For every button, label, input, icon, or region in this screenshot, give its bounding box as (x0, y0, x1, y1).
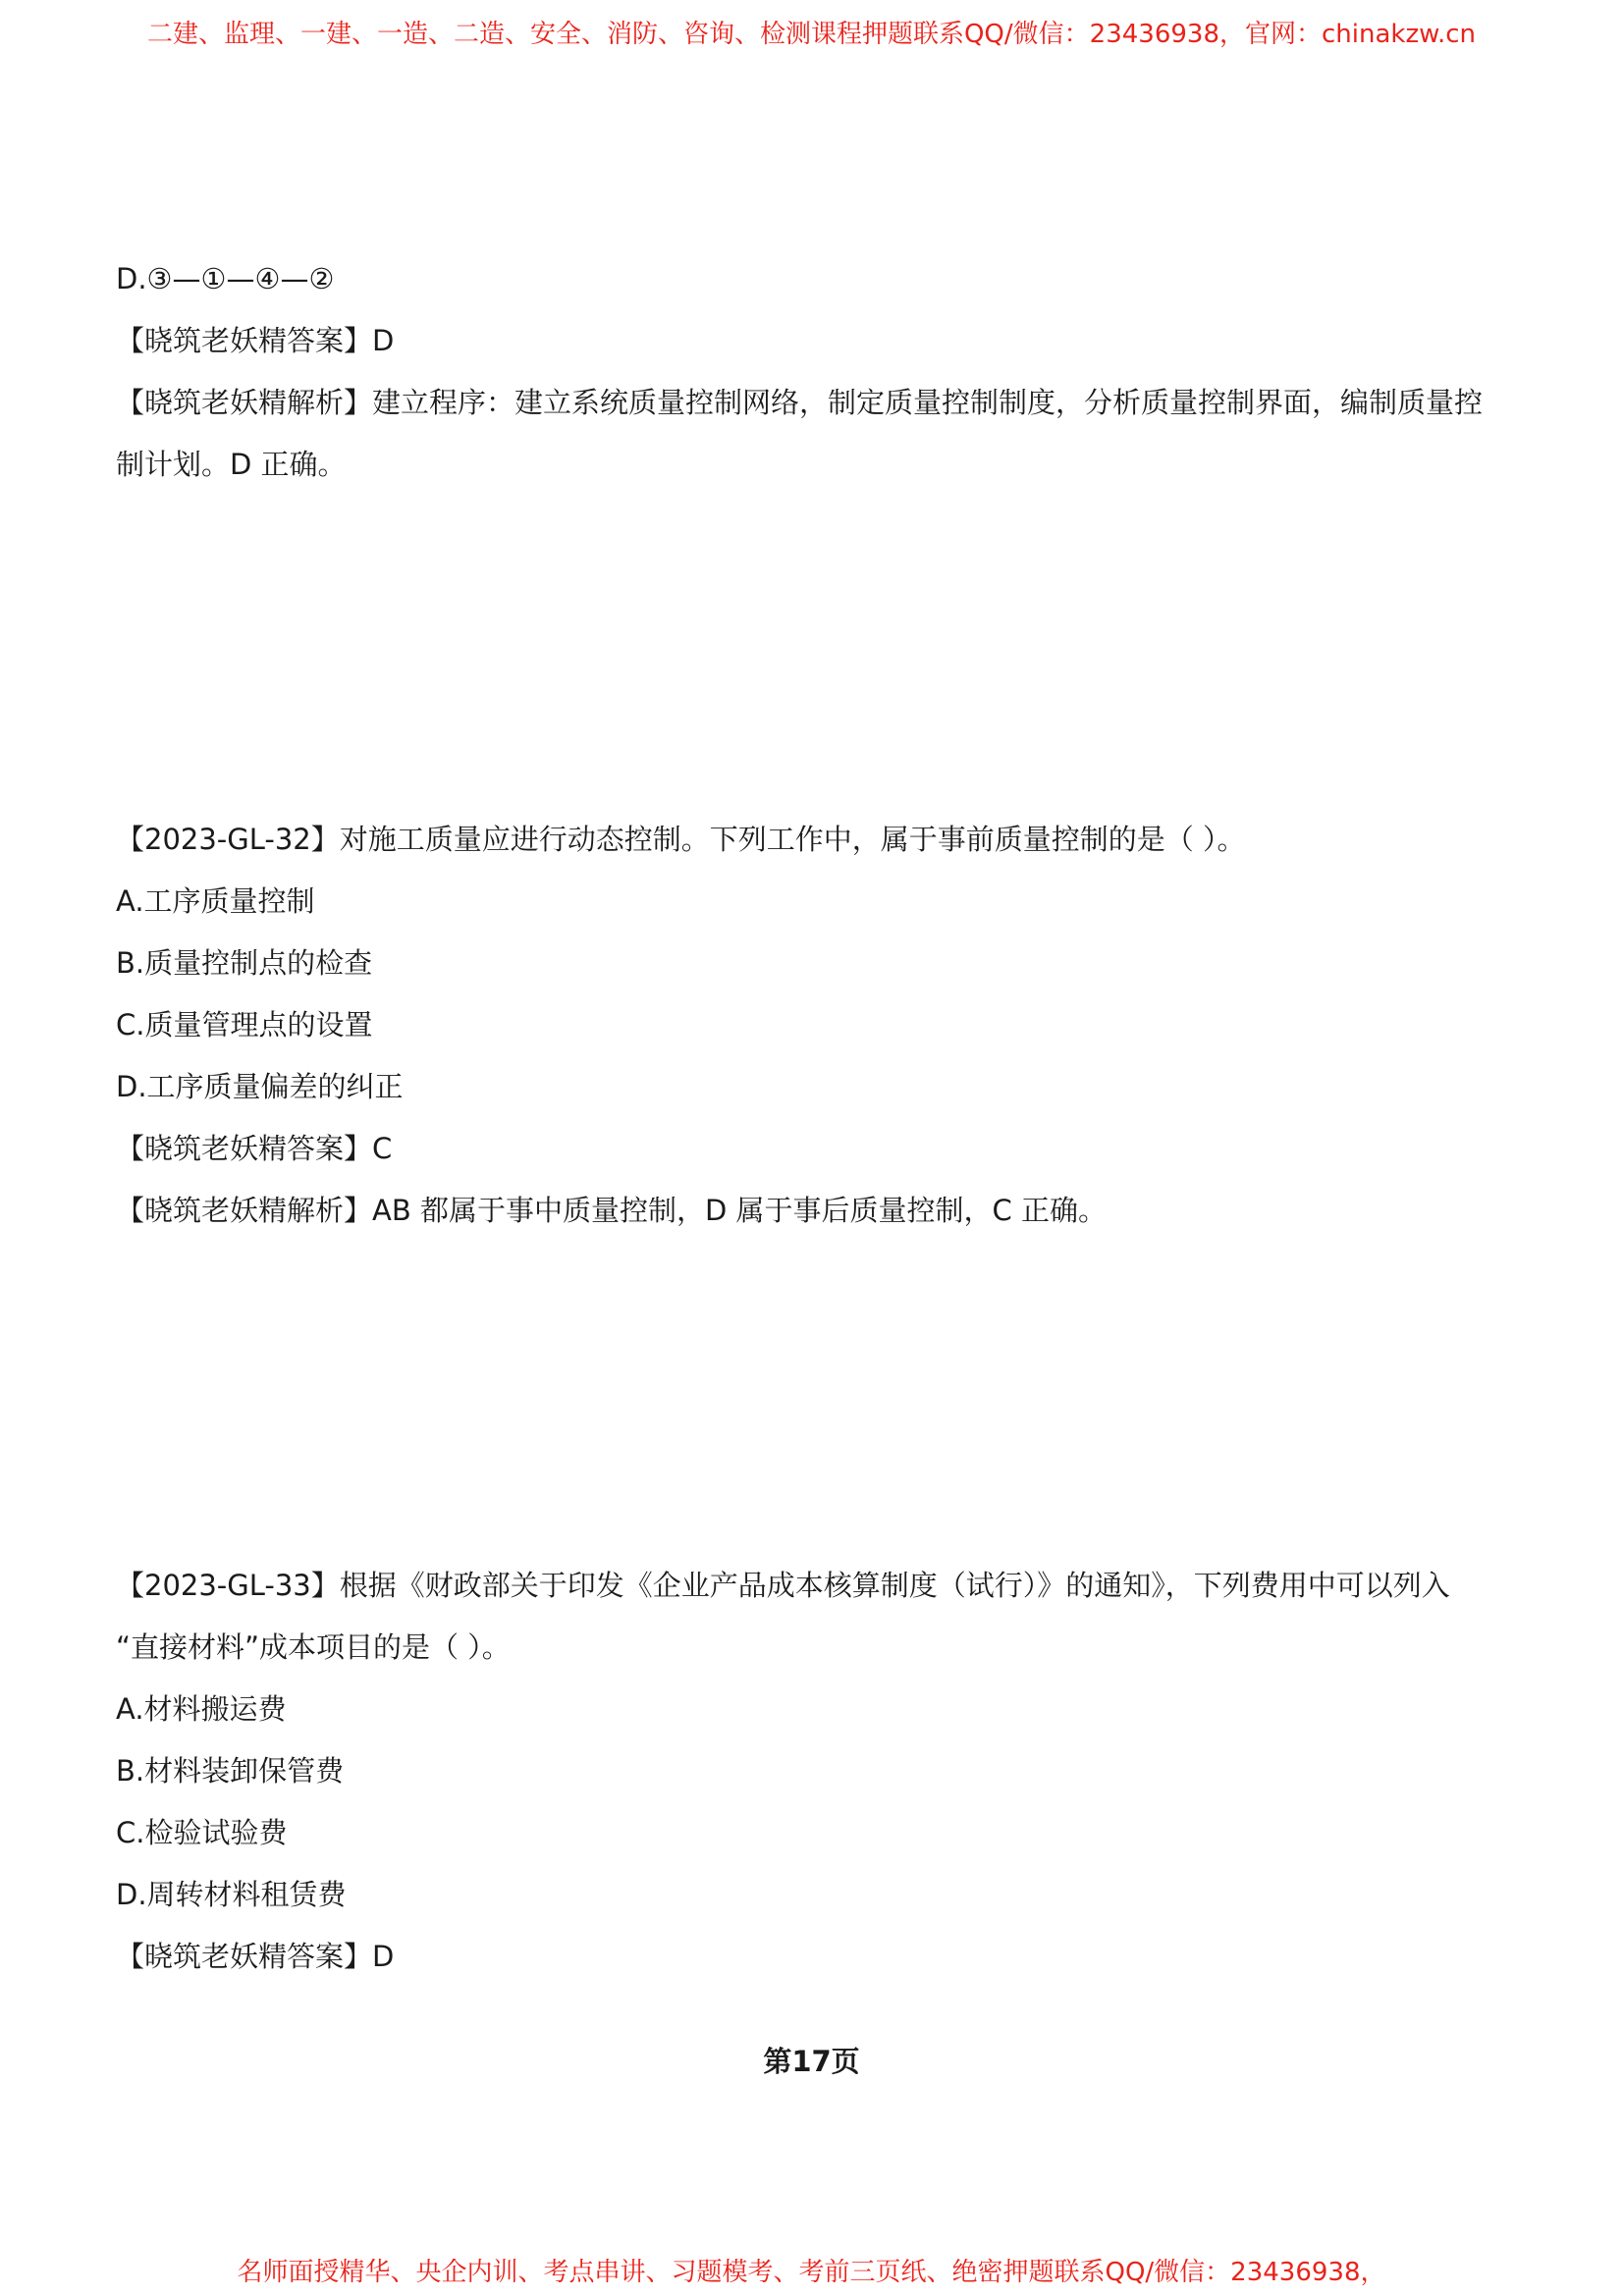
prev-analysis-line2: 制计划。D 正确。 (116, 448, 347, 481)
q32-answer: 【晓筑老妖精答案】C (116, 1132, 393, 1165)
q33-option-a: A.材料搬运费 (116, 1692, 287, 1726)
footer-banner: 名师面授精华、央企内训、考点串讲、习题模考、考前三页纸、绝密押题联系QQ/微信：23436938， (237, 2258, 1386, 2287)
q32-option-d: D.工序质量偏差的纠正 (116, 1070, 404, 1103)
q33-stem-line1: 【2023-GL-33】根据《财政部关于印发《企业产品成本核算制度（试行）》的通知》，下列费用中可以列入 (116, 1569, 1450, 1602)
q33-option-b: B.材料装卸保管费 (116, 1754, 345, 1788)
q32-analysis: 【晓筑老妖精解析】AB 都属于事中质量控制，D 属于事后质量控制，C 正确。 (116, 1194, 1107, 1227)
q33-option-c: C.检验试验费 (116, 1816, 288, 1849)
q32-option-a: A.工序质量控制 (116, 884, 315, 918)
q32-option-b: B.质量控制点的检查 (116, 946, 373, 980)
q33-option-d: D.周转材料租赁费 (116, 1878, 347, 1911)
header-banner: 二建、监理、一建、一造、二造、安全、消防、咨询、检测课程押题联系QQ/微信：23436938，官网：chinakzw.cn (146, 20, 1477, 49)
prev-answer: 【晓筑老妖精答案】D (116, 324, 395, 357)
q33-answer: 【晓筑老妖精答案】D (116, 1940, 395, 1973)
q33-stem-line2: “直接材料”成本项目的是（ ）。 (116, 1630, 511, 1664)
prev-option-d: D.③—①—④—② (116, 262, 335, 295)
page-number: 第17页 (763, 2045, 860, 2078)
q32-stem: 【2023-GL-32】对施工质量应进行动态控制。下列工作中，属于事前质量控制的是（ ）。 (116, 823, 1246, 856)
q32-option-c: C.质量管理点的设置 (116, 1008, 373, 1041)
prev-analysis-line1: 【晓筑老妖精解析】建立程序：建立系统质量控制网络，制定质量控制制度，分析质量控制界面，编制质量控 (116, 386, 1484, 419)
